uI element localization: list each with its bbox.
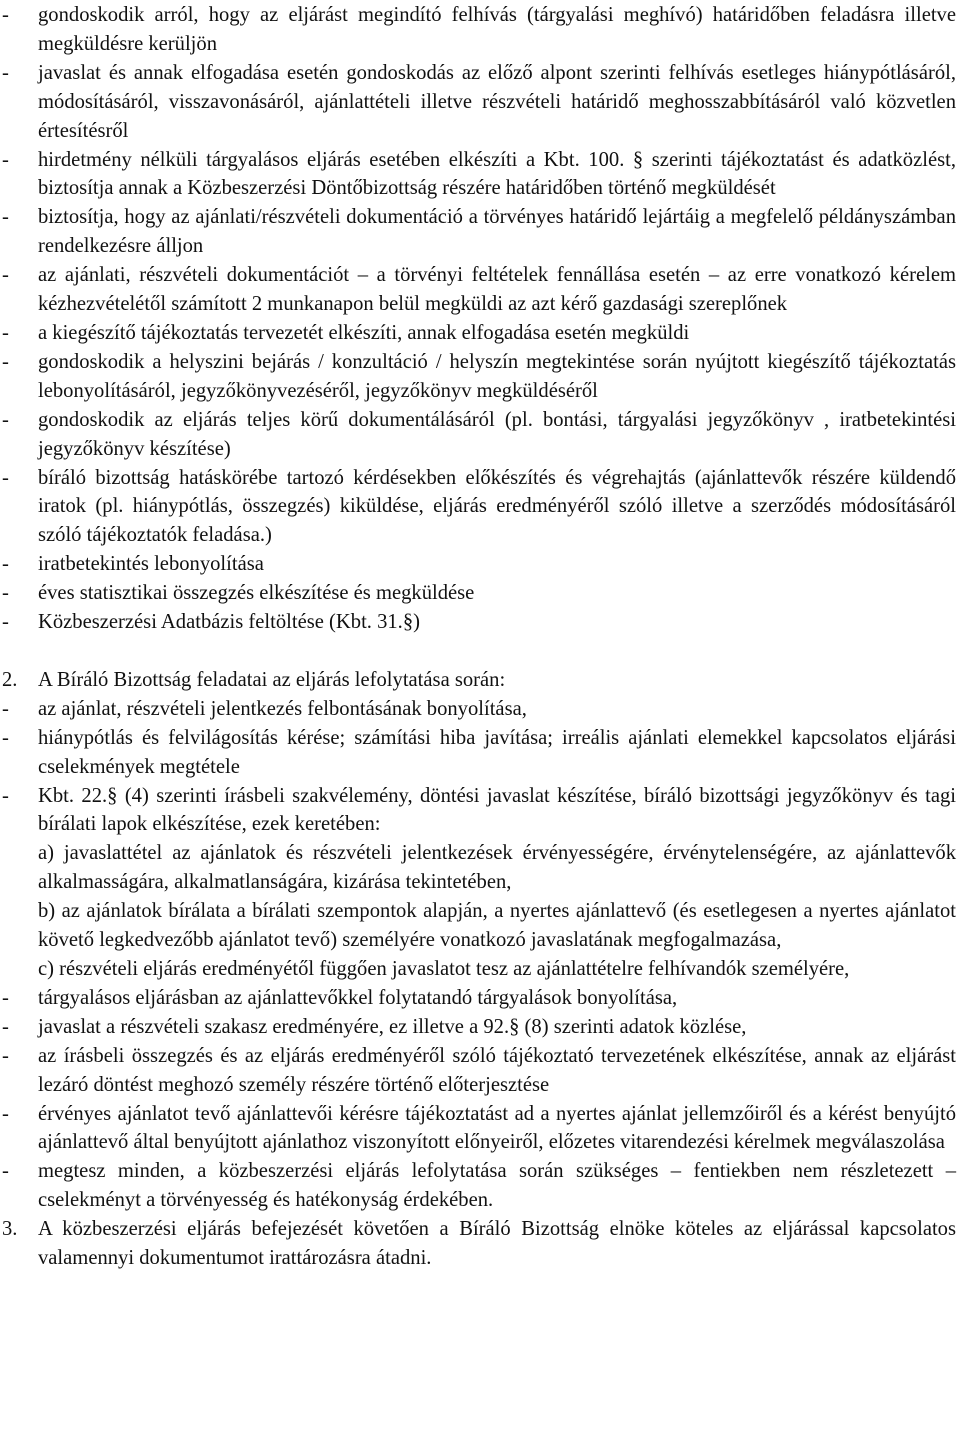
sub-item: a) javaslattétel az ajánlatok és részvételi jelentkezések érvényességére, érvénytelenségére, az ajánlattevők alkalmasságára, alkalmatlanságára, kizárása tekintetében, (38, 842, 956, 894)
section-paragraph-text: A közbeszerzési eljárás befejezését követően a Bíráló Bizottság elnöke köteles az eljárással kapcsolatos valamennyi dokumentumot irattározásra átadni. (38, 1218, 956, 1270)
list-item-text: gondoskodik arról, hogy az eljárást megindító felhívás (tárgyalási meghívó) határidőben feladásra illetve megküldésre kerüljön (38, 4, 956, 55)
list-marker: - (2, 553, 9, 576)
list-item (0, 1157, 960, 1215)
list-item-text: az ajánlat, részvételi jelentkezés felbontásának bonyolítása, (38, 697, 527, 720)
list-item-text: bíráló bizottság hatáskörébe tartozó kérdésekben előkészítés és végrehajtás (ajánlattevők részére küldendő iratok (pl. hiánypótlás, összegzés) kiküldése, eljárás eredményéről szóló illetve a szerződés módosításáról szóló tájékoztatók feladása.) (38, 466, 956, 547)
list-item (0, 782, 960, 840)
list-marker: - (2, 466, 9, 489)
sub-item: c) részvételi eljárás eredményétől függően javaslatot tesz az ajánlattételre felhívandók személyére, (38, 958, 850, 980)
list-item-text: biztosítja, hogy az ajánlati/részvételi dokumentáció a törvényes határidő lejártáig a megfelelő példányszámban rendelkezésre álljon (38, 206, 956, 258)
section-paragraph (0, 1215, 960, 1273)
paragraph-gap (0, 637, 960, 666)
section-number: 3. (2, 1218, 18, 1241)
list-item (0, 550, 960, 579)
list-item-text: hiánypótlás és felvilágosítás kérése; számítási hiba javítása; irreális ajánlati elemekkel kapcsolatos eljárási cselekmények megtétele (38, 726, 956, 778)
list-marker: - (2, 1015, 9, 1038)
list-marker: - (2, 986, 9, 1009)
list-marker: - (2, 321, 9, 344)
list-item-text: Kbt. 22.§ (4) szerinti írásbeli szakvélemény, döntési javaslat készítése, bíráló bizottsági jegyzőkönyv és tagi bírálati lapok elkészítése, ezek keretében: (38, 784, 956, 836)
list-marker: - (2, 726, 9, 749)
list-marker: - (2, 61, 9, 84)
list-marker: - (2, 350, 9, 373)
list-marker: - (2, 611, 9, 634)
list-item (0, 203, 960, 261)
list-item (0, 1, 960, 59)
list-item (0, 1100, 960, 1158)
list-marker: - (2, 206, 9, 229)
section-number: 2. (2, 668, 18, 691)
list-item-text: érvényes ajánlatot tevő ajánlattevői kérésre tájékoztatást ad a nyertes ajánlat jellemzőiről és a kérést benyújtó ajánlattevő által benyújtott ajánlathoz viszonyított előnyeiről, előzetes vitarendezési kérelmek megválaszolása (38, 1102, 956, 1154)
list-marker: - (2, 1102, 9, 1125)
list-marker: - (2, 582, 9, 605)
list-item (0, 406, 960, 464)
list-item (0, 1013, 960, 1042)
list-item (0, 319, 960, 348)
list-item (0, 146, 960, 204)
list-item (0, 261, 960, 319)
list-item-text: éves statisztikai összegzés elkészítése és megküldése (38, 582, 475, 605)
list-marker: - (2, 697, 9, 720)
list-item (0, 464, 960, 551)
list-item-text: az ajánlati, részvételi dokumentációt – a törvényi feltételek fennállása esetén – az erre vonatkozó kérelem kézhezvételétől számított 2 munkanapon belül megküldi az azt kérő gazdasági szereplőnek (38, 264, 956, 316)
sub-item: b) az ajánlatok bírálata a bírálati szempontok alapján, a nyertes ajánlattevő (és esetlegesen a nyertes ajánlatot követő legkedvezőbb ajánlatot tevő) személyére vonatkozó javaslatának megfogalmazása, (38, 900, 956, 952)
list-item-text: Közbeszerzési Adatbázis feltöltése (Kbt. 31.§) (38, 611, 420, 634)
list-item (0, 695, 960, 724)
section-2 (0, 666, 960, 1215)
list-marker: - (2, 408, 9, 431)
list-item-text: gondoskodik a helyszini bejárás / konzultáció / helyszín megtekintése során nyújtott kiegészítő tájékoztatás lebonyolításáról, jegyzőkönyvezéséről, jegyzőkönyv megküldéséről (38, 350, 956, 402)
list-item-text: iratbetekintés lebonyolítása (38, 553, 264, 576)
section-heading (0, 666, 960, 695)
top-list (0, 1, 960, 637)
list-item-text: hirdetmény nélküli tárgyalásos eljárás esetében elkészíti a Kbt. 100. § szerinti tájékoztatást és adatközlést, biztosítja annak a Közbeszerzési Döntőbizottság részére határidőben történő megküldését (38, 148, 956, 200)
list-item-text: a kiegészítő tájékoztatás tervezetét elkészíti, annak elfogadása esetén megküldi (38, 321, 690, 344)
list-marker: - (2, 784, 9, 807)
list-item (0, 1042, 960, 1100)
list-item-text: tárgyalásos eljárásban az ajánlattevőkkel folytatandó tárgyalások bonyolítása, (38, 986, 678, 1009)
list-item-text: megtesz minden, a közbeszerzési eljárás lefolytatása során szükséges – fentiekben nem részletezett – cselekményt a törvényesség és hatékonyság érdekében. (38, 1160, 956, 1212)
list-item (0, 984, 960, 1013)
section-3 (0, 1215, 960, 1273)
list-marker: - (2, 1160, 9, 1183)
list-item (0, 348, 960, 406)
list-item (0, 724, 960, 782)
list-item-text: az írásbeli összegzés és az eljárás eredményéről szóló tájékoztató tervezetének elkészítése, annak az eljárást lezáró döntést meghozó személy részére történő előterjesztése (38, 1044, 956, 1096)
section-heading-text: A Bíráló Bizottság feladatai az eljárás lefolytatása során: (38, 668, 506, 691)
list-item-text: gondoskodik az eljárás teljes körű dokumentálásáról (pl. bontási, tárgyalási jegyzőkönyv , iratbetekintési jegyzőkönyv készítése) (38, 408, 956, 460)
list-item-text: javaslat és annak elfogadása esetén gondoskodás az előző alpont szerinti felhívás esetleges hiánypótlásáról, módosításáról, visszavonásáról, ajánlattételi illetve részvételi határidő meghosszabbításáról való közvetlen értesítésről (38, 61, 956, 142)
list-marker: - (2, 148, 9, 171)
list-item (0, 579, 960, 608)
list-item (0, 59, 960, 146)
list-item (0, 608, 960, 637)
list-marker: - (2, 1044, 9, 1067)
list-item-text: javaslat a részvételi szakasz eredményére, ez illetve a 92.§ (8) szerinti adatok közlése, (38, 1015, 747, 1038)
list-marker: - (2, 264, 9, 287)
list-marker: - (2, 4, 9, 26)
